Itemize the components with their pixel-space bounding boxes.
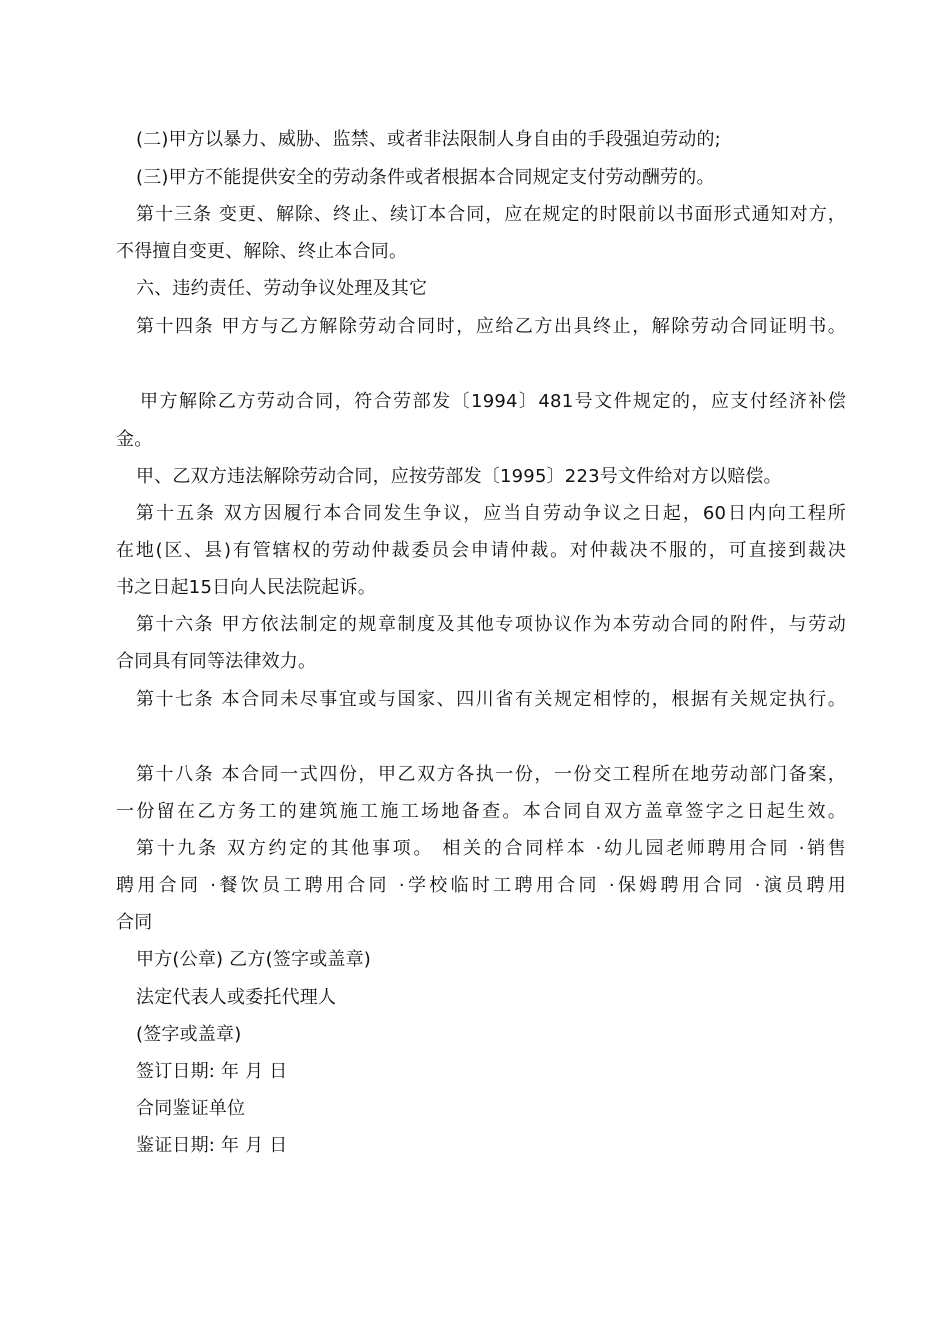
clause-19-line: 第十九条 双方约定的其他事项。 相关的合同样本 ·幼儿园老师聘用合同 ·销售 [136,838,846,859]
clause-15-line: 第十五条 双方因履行本合同发生争议，应当自劳动争议之日起，60日内向工程所 [136,503,846,524]
clause-line: (二)甲方以暴力、威胁、监禁、或者非法限制人身自由的手段强迫劳动的; [136,129,721,150]
clause-15-line: 书之日起15日向人民法院起诉。 [116,577,376,598]
paragraph-line: 金。 [116,429,153,450]
clause-16-line: 合同具有同等法律效力。 [116,651,317,672]
clause-18-line: 一份留在乙方务工的建筑施工施工场地备查。本合同自双方盖章签字之日起生效。 [116,801,846,822]
signature-note: (签字或盖章) [136,1024,242,1045]
clause-15-line: 在地(区、县)有管辖权的劳动仲裁委员会申请仲裁。对仲裁决不服的，可直接到裁决 [116,540,846,561]
verification-unit: 合同鉴证单位 [136,1098,246,1119]
signing-date: 签订日期: 年 月 日 [136,1061,288,1082]
verification-date: 鉴证日期: 年 月 日 [136,1135,288,1156]
signature-parties: 甲方(公章) 乙方(签字或盖章) [136,949,372,970]
clause-18-line: 第十八条 本合同一式四份，甲乙双方各执一份，一份交工程所在地劳动部门备案， [136,764,846,785]
clause-13-line: 第十三条 变更、解除、终止、续订本合同，应在规定的时限前以书面形式通知对方， [136,204,846,225]
clause-16-line: 第十六条 甲方依法制定的规章制度及其他专项协议作为本劳动合同的附件，与劳动 [136,614,846,635]
clause-line: (三)甲方不能提供安全的劳动条件或者根据本合同规定支付劳动酬劳的。 [136,167,715,188]
paragraph-line: 甲、乙双方违法解除劳动合同，应按劳部发〔1995〕223号文件给对方以赔偿。 [136,466,782,487]
clause-19-line: 合同 [116,912,153,933]
paragraph-line: 甲方解除乙方劳动合同，符合劳部发〔1994〕481号文件规定的，应支付经济补偿 [140,391,846,412]
clause-17-line: 第十七条 本合同未尽事宜或与国家、四川省有关规定相悖的，根据有关规定执行。 [136,689,846,710]
clause-13-line: 不得擅自变更、解除、终止本合同。 [116,241,408,262]
clause-19-line: 聘用合同 ·餐饮员工聘用合同 ·学校临时工聘用合同 ·保姆聘用合同 ·演员聘用 [116,875,846,896]
clause-14-line: 第十四条 甲方与乙方解除劳动合同时，应给乙方出具终止，解除劳动合同证明书。 [136,316,846,337]
section-heading: 六、违约责任、劳动争议处理及其它 [136,278,428,299]
legal-representative: 法定代表人或委托代理人 [136,987,337,1008]
